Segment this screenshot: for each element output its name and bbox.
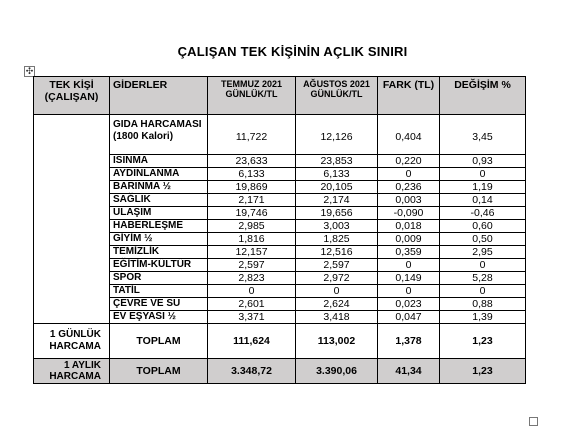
diff-value: 0,018 <box>378 220 440 233</box>
change-value: 0 <box>440 285 526 298</box>
expense-name: EV EŞYASI ½ <box>110 311 208 324</box>
july-value: 11,722 <box>208 115 296 155</box>
expense-name: HABERLEŞME <box>110 220 208 233</box>
august-value: 2,597 <box>296 259 378 272</box>
july-value: 3,371 <box>208 311 296 324</box>
august-value: 1,825 <box>296 233 378 246</box>
august-value: 2,174 <box>296 194 378 207</box>
august-value: 6,133 <box>296 168 378 181</box>
change-value: 3,45 <box>440 115 526 155</box>
empty-person-cell <box>34 115 110 324</box>
monthly-total-row <box>34 359 526 384</box>
expense-name: GİYİM ½ <box>110 233 208 246</box>
table-resize-handle[interactable] <box>529 417 538 426</box>
change-value: 0,50 <box>440 233 526 246</box>
july-value: 2,823 <box>208 272 296 285</box>
july-value: 2,985 <box>208 220 296 233</box>
monthly-total-label: 1 AYLIK HARCAMA <box>34 359 110 384</box>
august-value: 2,624 <box>296 298 378 311</box>
expense-name: SPOR <box>110 272 208 285</box>
page-title: ÇALIŞAN TEK KİŞİNİN AÇLIK SINIRI <box>177 44 408 59</box>
diff-value: 0 <box>378 285 440 298</box>
diff-value: -0,090 <box>378 207 440 220</box>
expense-name: BARINMA ½ <box>110 181 208 194</box>
july-value: 19,869 <box>208 181 296 194</box>
poverty-threshold-table <box>33 76 526 384</box>
august-value: 12,516 <box>296 246 378 259</box>
header-expense: GİDERLER <box>110 77 208 115</box>
august-value: 23,853 <box>296 155 378 168</box>
monthly-total-july: 3.348,72 <box>208 359 296 384</box>
header-change: DEĞİŞİM % <box>440 77 526 115</box>
july-value: 6,133 <box>208 168 296 181</box>
daily-total-name: TOPLAM <box>110 324 208 359</box>
july-value: 2,171 <box>208 194 296 207</box>
change-value: 1,39 <box>440 311 526 324</box>
daily-total-row <box>34 324 526 359</box>
change-value: 0 <box>440 168 526 181</box>
diff-value: 0,023 <box>378 298 440 311</box>
expense-name: ISINMA <box>110 155 208 168</box>
header-person: TEK KİŞİ (ÇALIŞAN) <box>34 77 110 115</box>
diff-value: 0 <box>378 259 440 272</box>
daily-total-august: 113,002 <box>296 324 378 359</box>
change-value: 0 <box>440 259 526 272</box>
change-value: 1,19 <box>440 181 526 194</box>
diff-value: 0,047 <box>378 311 440 324</box>
july-value: 23,633 <box>208 155 296 168</box>
header-july: TEMMUZ 2021 GÜNLÜK/TL <box>208 77 296 115</box>
expense-name: GIDA HARCAMASI (1800 Kalori) <box>110 115 208 155</box>
change-value: 2,95 <box>440 246 526 259</box>
change-value: 0,60 <box>440 220 526 233</box>
july-value: 2,597 <box>208 259 296 272</box>
diff-value: 0,003 <box>378 194 440 207</box>
diff-value: 0,009 <box>378 233 440 246</box>
july-value: 12,157 <box>208 246 296 259</box>
diff-value: 0,359 <box>378 246 440 259</box>
table-row <box>34 115 526 155</box>
august-value: 0 <box>296 285 378 298</box>
monthly-total-diff: 41,34 <box>378 359 440 384</box>
change-value: 0,93 <box>440 155 526 168</box>
august-value: 20,105 <box>296 181 378 194</box>
change-value: -0,46 <box>440 207 526 220</box>
expense-name: ÇEVRE VE SU <box>110 298 208 311</box>
change-value: 0,14 <box>440 194 526 207</box>
daily-total-diff: 1,378 <box>378 324 440 359</box>
july-value: 0 <box>208 285 296 298</box>
expense-name: TATİL <box>110 285 208 298</box>
expense-name: EĞİTİM-KÜLTÜR <box>110 259 208 272</box>
expense-name: SAĞLIK <box>110 194 208 207</box>
header-diff: FARK (TL) <box>378 77 440 115</box>
august-value: 12,126 <box>296 115 378 155</box>
daily-total-label: 1 GÜNLÜK HARCAMA <box>34 324 110 359</box>
august-value: 19,656 <box>296 207 378 220</box>
july-value: 19,746 <box>208 207 296 220</box>
august-value: 3,003 <box>296 220 378 233</box>
change-value: 0,88 <box>440 298 526 311</box>
august-value: 2,972 <box>296 272 378 285</box>
diff-value: 0 <box>378 168 440 181</box>
diff-value: 0,236 <box>378 181 440 194</box>
expense-name: AYDINLANMA <box>110 168 208 181</box>
monthly-total-name: TOPLAM <box>110 359 208 384</box>
diff-value: 0,149 <box>378 272 440 285</box>
july-value: 1,816 <box>208 233 296 246</box>
monthly-total-august: 3.390,06 <box>296 359 378 384</box>
july-value: 2,601 <box>208 298 296 311</box>
change-value: 5,28 <box>440 272 526 285</box>
monthly-total-change: 1,23 <box>440 359 526 384</box>
header-row <box>34 77 526 115</box>
daily-total-change: 1,23 <box>440 324 526 359</box>
august-value: 3,418 <box>296 311 378 324</box>
move-cross-icon[interactable]: ✣ <box>25 66 34 76</box>
diff-value: 0,404 <box>378 115 440 155</box>
expense-name: TEMİZLİK <box>110 246 208 259</box>
diff-value: 0,220 <box>378 155 440 168</box>
expense-name: ULAŞIM <box>110 207 208 220</box>
header-august: AĞUSTOS 2021 GÜNLÜK/TL <box>296 77 378 115</box>
daily-total-july: 111,624 <box>208 324 296 359</box>
